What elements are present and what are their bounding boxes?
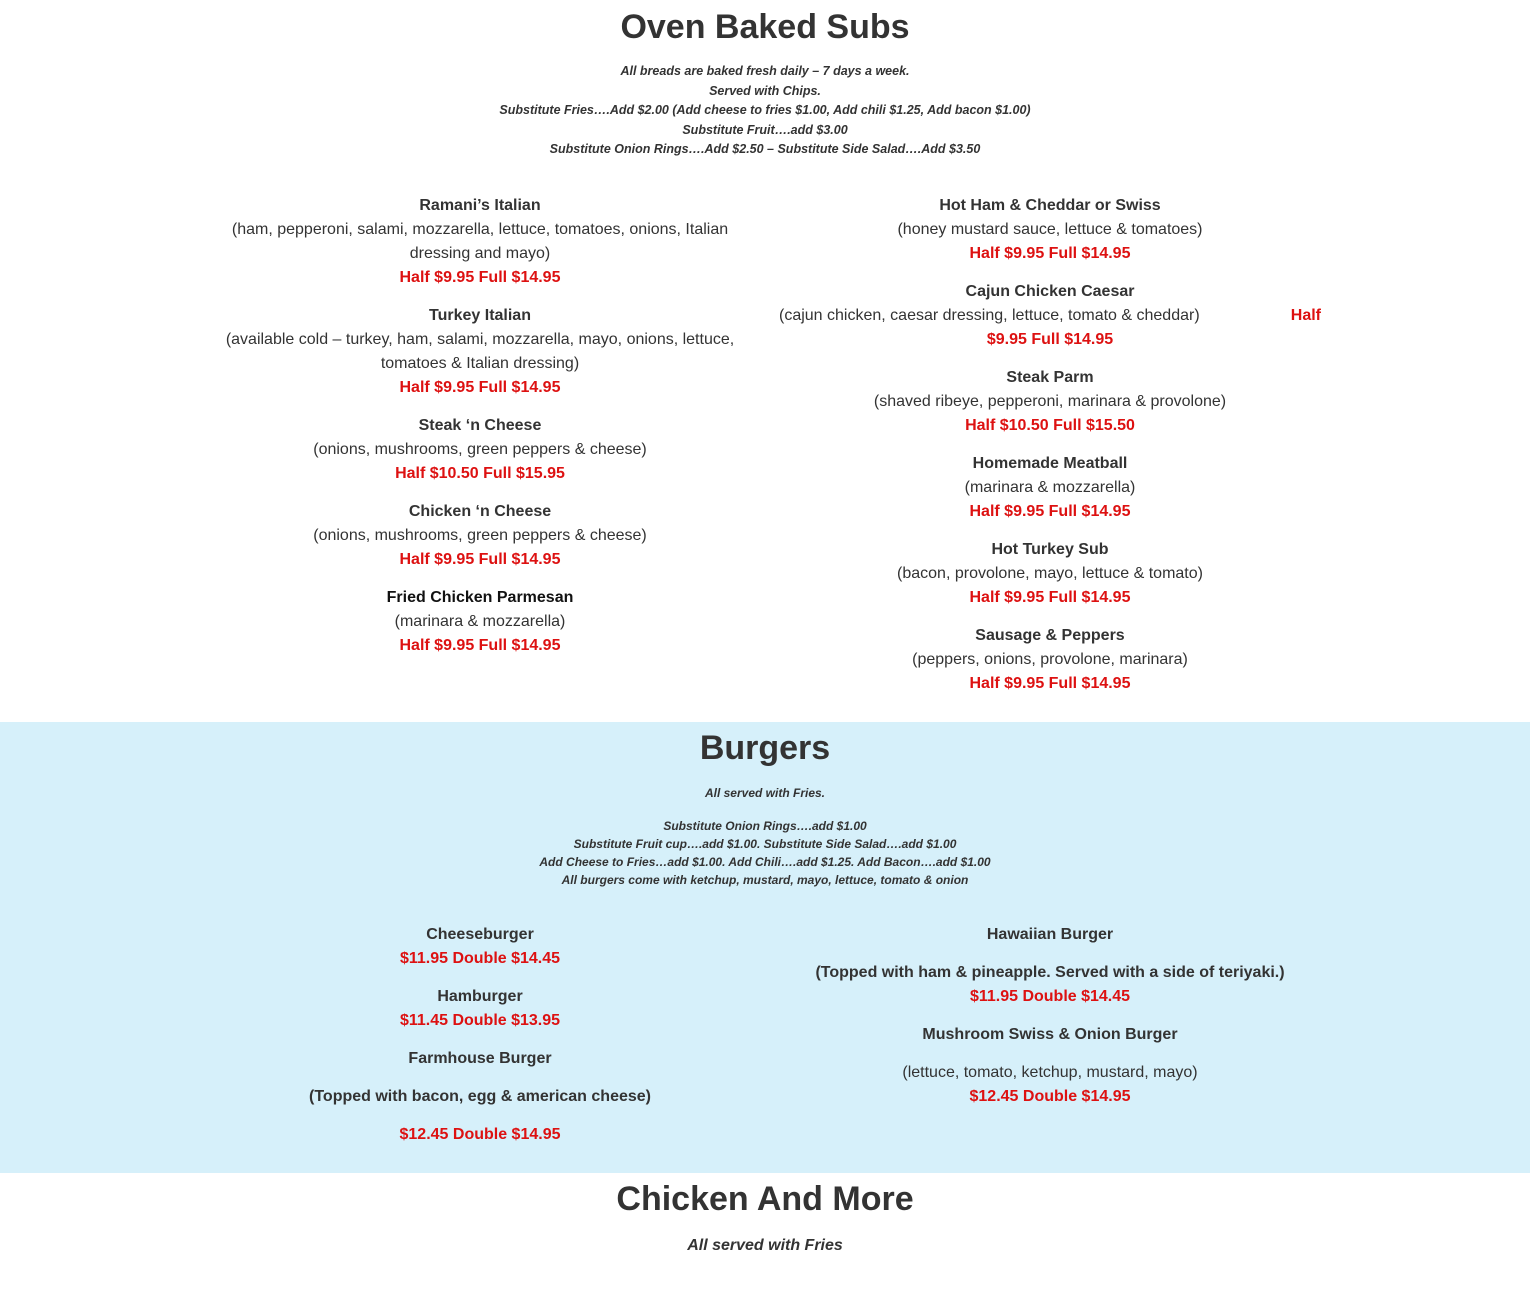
menu-item [225,1047,735,1147]
item-price: Half $9.95 Full $14.95 [969,675,1131,692]
item-price: Half $9.95 Full $14.95 [399,637,561,654]
burgers-title: Burgers [699,729,831,767]
item-price: $11.95 Double $14.45 [969,988,1131,1005]
item-name: Hot Turkey Sub [991,541,1109,558]
menu-item [775,280,1325,352]
burgers-served-note [0,784,1530,802]
item-price: Half $10.50 Full $15.50 [965,417,1135,434]
menu-item [225,194,735,290]
item-description: (onions, mushrooms, green peppers & cheese) [313,527,647,544]
subs-note: Substitute Fruit….add $3.00 [682,122,848,137]
menu-item [775,1023,1325,1109]
item-description-text: (cajun chicken, caesar dressing, lettuce, tomato & cheddar) [779,307,1200,324]
menu-item [225,500,735,572]
item-name: Farmhouse Burger [408,1050,552,1067]
item-name: Ramani’s Italian [419,197,541,214]
item-name: Cheeseburger [426,926,534,943]
item-description: (marinara & mozzarella) [964,479,1136,496]
item-name: Mushroom Swiss & Onion Burger [922,1026,1178,1043]
subs-left-column [225,194,735,672]
chicken-served: All served with Fries [687,1237,843,1254]
menu-item [225,304,735,400]
item-price: Half $10.50 Full $15.95 [395,465,565,482]
chicken-section [0,1173,1530,1297]
item-price: $11.45 Double $13.95 [399,1012,561,1029]
subs-notes [0,62,1530,160]
item-price: Half $9.95 Full $14.95 [399,379,561,396]
item-description: (lettuce, tomato, ketchup, mustard, mayo) [902,1064,1198,1081]
item-name: Homemade Meatball [972,455,1128,472]
item-name: Fried Chicken Parmesan [386,589,574,606]
item-price-prefix: Half [1290,307,1321,324]
item-name: Chicken ‘n Cheese [408,503,552,520]
burgers-notes [0,817,1530,889]
item-description: (available cold – turkey, ham, salami, mozzarella, mayo, onions, lettuce, tomatoes & Italian dressing) [225,331,735,372]
burgers-note: All burgers come with ketchup, mustard, mayo, lettuce, tomato & onion [561,873,969,887]
item-price: Half $9.95 Full $14.95 [399,551,561,568]
item-description: (bacon, provolone, mayo, lettuce & tomato) [897,565,1203,582]
item-name: Hawaiian Burger [986,926,1114,943]
item-description [775,304,1325,328]
item-price: Half $9.95 Full $14.95 [969,589,1131,606]
item-price: Half $9.95 Full $14.95 [969,245,1131,262]
item-description: (Topped with ham & pineapple. Served with a side of teriyaki.) [815,964,1285,981]
menu-item [775,923,1325,1009]
item-price: $11.95 Double $14.45 [399,950,561,967]
burgers-section [0,722,1530,1173]
item-price: Half $9.95 Full $14.95 [969,503,1131,520]
item-description: (marinara & mozzarella) [394,613,566,630]
item-price: $12.45 Double $14.95 [969,1088,1131,1105]
menu-item [775,194,1325,266]
subs-note: All breads are baked fresh daily – 7 days a week. [620,64,910,78]
item-name: Turkey Italian [429,307,531,324]
subs-note: Substitute Fries….Add $2.00 (Add cheese to fries $1.00, Add chili $1.25, Add bacon $1.00) [499,103,1031,117]
subs-title: Oven Baked Subs [620,8,910,46]
subs-note: Served with Chips. [709,83,821,98]
item-name: Sausage & Peppers [975,627,1125,644]
item-description: (peppers, onions, provolone, marinara) [912,651,1188,668]
item-price: $12.45 Double $14.95 [399,1126,561,1143]
menu-item [225,414,735,486]
menu-item [775,366,1325,438]
item-name: Cajun Chicken Caesar [965,283,1135,300]
item-description: (honey mustard sauce, lettuce & tomatoes) [897,221,1203,238]
burgers-note: Substitute Fruit cup….add $1.00. Substitute Side Salad….add $1.00 [573,837,957,851]
item-name: Steak Parm [1006,369,1094,386]
burgers-note: Substitute Onion Rings….add $1.00 [663,819,867,833]
burgers-right-column [775,923,1325,1123]
menu-item [775,538,1325,610]
item-price: $9.95 Full $14.95 [986,331,1114,348]
item-price: Half $9.95 Full $14.95 [399,269,561,286]
burgers-note: Add Cheese to Fries…add $1.00. Add Chili….add $1.25. Add Bacon….add $1.00 [539,855,991,869]
menu-item [775,452,1325,524]
subs-note: Substitute Onion Rings….Add $2.50 – Substitute Side Salad….Add $3.50 [549,142,981,156]
item-description: (ham, pepperoni, salami, mozzarella, lettuce, tomatoes, onions, Italian dressing and mayo) [231,221,729,262]
menu-item [775,624,1325,696]
item-description: (shaved ribeye, pepperoni, marinara & provolone) [873,393,1227,410]
item-name: Hot Ham & Cheddar or Swiss [939,197,1161,214]
subs-right-column [775,194,1325,710]
item-name: Steak ‘n Cheese [418,417,542,434]
menu-item [225,586,735,658]
chicken-title: Chicken And More [616,1180,914,1218]
menu-item [225,985,735,1033]
item-description: (Topped with bacon, egg & american cheese) [309,1088,651,1105]
burgers-left-column [225,923,735,1161]
menu-item [225,923,735,971]
item-name: Hamburger [437,988,523,1005]
item-description: (onions, mushrooms, green peppers & cheese) [313,441,647,458]
burgers-served: All served with Fries. [704,786,826,800]
